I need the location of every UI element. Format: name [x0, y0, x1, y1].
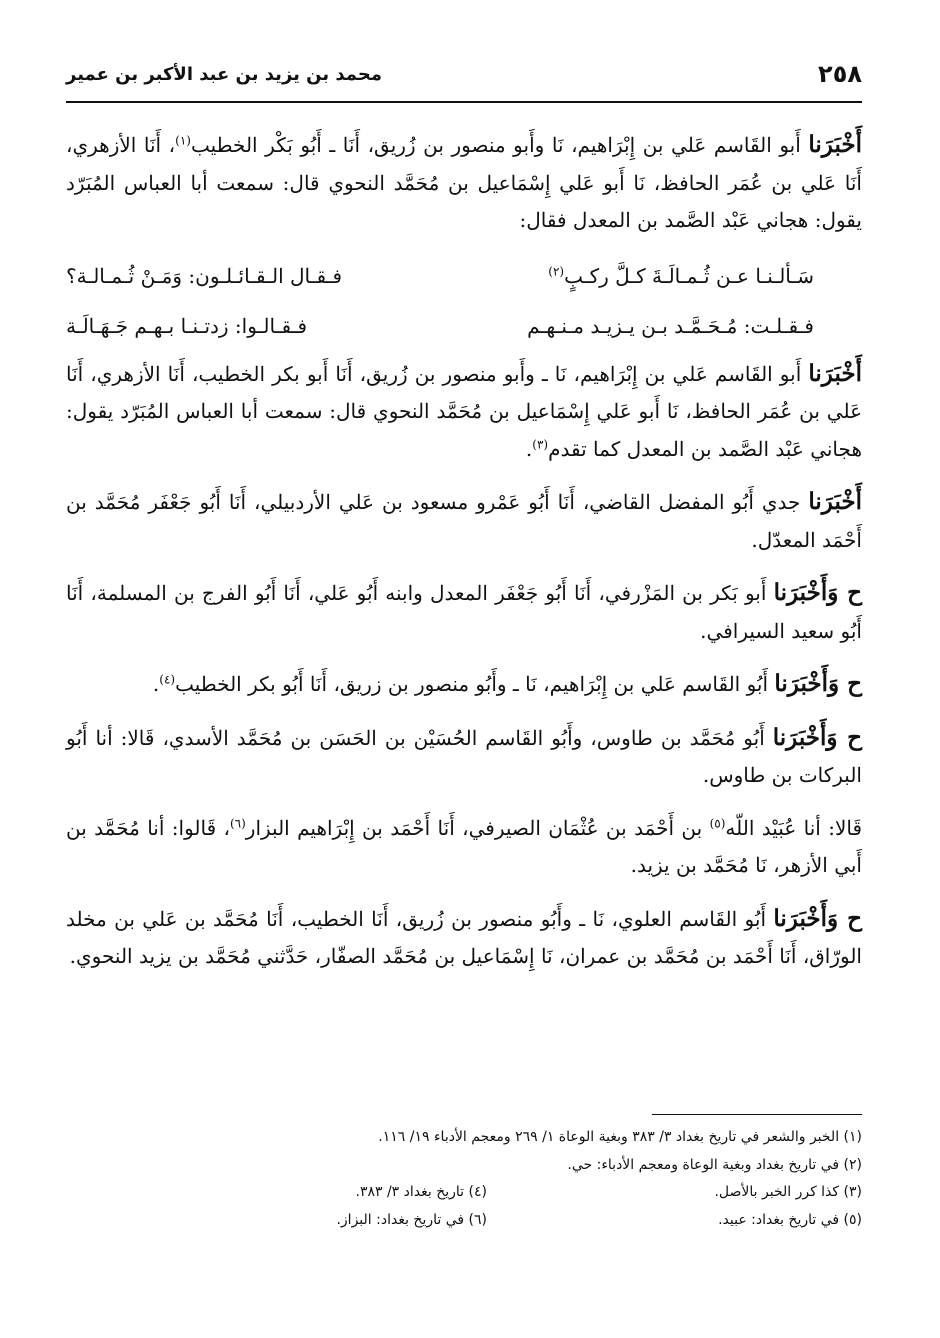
paragraph-8: [66, 900, 862, 976]
chain-keyword: أَخْبَرَنا: [808, 359, 862, 387]
chain-keyword: ح وَأَخْبَرَنا: [774, 670, 862, 697]
paragraph-text: ، أَنَا الأزهري، أَنَا عَلي بن عُمَر الحافظ، نَا أَبو عَلي إِسْمَاعيل بن مُحَمَّد النحوي قال: سمعت أبا العباس المُبَرّد يقول: هجاني عَبْد الصَّمد بن المعدل فقال:: [66, 133, 862, 232]
chain-keyword: أَخْبَرَنا: [808, 131, 863, 158]
verse-line-1: [66, 255, 862, 297]
paragraph-5: [66, 665, 862, 704]
paragraph-text: أَبو القَاسم عَلي بن إِبْرَاهيم، نَا وأَبو منصور بن زُريق، أَنَا ـ أَبُو بَكْر الخطيب: [190, 133, 809, 157]
paragraph-text: بن أَحْمَد بن عُثْمَان الصيرفي، أَنَا أَحْمَد بن إِبْرَاهيم البزار: [245, 815, 710, 840]
chain-keyword: أَخْبَرَنا: [808, 488, 862, 515]
page-number: ٢٥٨: [818, 60, 862, 88]
footnote-ref-2[interactable]: (٢): [548, 263, 565, 278]
footnote-separator: [652, 1114, 862, 1115]
paragraph-text: قَالا: أنا عُبَيْد اللّه: [725, 815, 863, 840]
verse-hemistich-second: فـقـالـوا: زدتـنـا بـهـم جَـهَـالَـة: [66, 313, 308, 338]
running-title: محمد بن يزيد بن عبد الأكبر بن عمير: [66, 64, 382, 85]
verse-hemistich-second: فـقـال الـقـائـلـون: وَمَـنْ ثُـمـالـة؟: [66, 263, 343, 288]
paragraph-text: أَبُو القَاسم عَلي بن إِبْرَاهيم، نَا ـ وأَبُو منصور بن زريق، أَنَا أَبُو بكر الخطيب: [175, 672, 775, 696]
footnote-ref-5[interactable]: (٥): [709, 815, 726, 830]
chain-keyword: ح وَأَخْبَرَنا: [773, 904, 862, 932]
footnote-row: [66, 1207, 862, 1235]
footnote-ref-4[interactable]: (٤): [159, 672, 176, 687]
paragraph-text: أَبُو القَاسم العلوي، نَا ـ وأَبُو منصور بن زُريق، أَنَا الخطيب، أَنَا مُحَمَّد بن عَلي بن مخلد الورّاق، أَنَا أَحْمَد بن مُحَمَّد بن عمران، نَا إِسْمَاعيل بن مُحَمَّد الصفّار، حَدَّثني مُحَمَّد بن يزيد النحوي.: [66, 906, 862, 968]
footnote-6: (٦) في تاريخ بغداد: البزاز.: [336, 1211, 487, 1228]
paragraph-text: .: [152, 672, 160, 696]
verse-hemistich-first: فـقـلـت: مُـحَـمَّـد بـن يـزيـد مـنـهـم: [527, 313, 814, 338]
footnote-3: (٣) كذا كرر الخبر بالأصل.: [714, 1184, 862, 1200]
paragraph-7: [66, 810, 862, 885]
verse-hemistich-first: سَـألـنـا عـن ثُـمـالَـةَ كـلَّ ركـبٍ$^{(٢)}$: [548, 263, 814, 288]
footnotes: [66, 1124, 862, 1234]
footnote-2: (٢) في تاريخ بغداد وبغية الوعاة ومعجم الأدباء: حي.: [567, 1156, 862, 1173]
running-header: [66, 60, 862, 100]
chain-keyword: ح وَأَخْبَرَنا: [773, 579, 862, 606]
footnote-ref-6[interactable]: (٦): [229, 815, 246, 830]
footnote-row: [66, 1179, 862, 1207]
main-text: [66, 126, 862, 991]
footnote-ref-1[interactable]: (١): [175, 133, 191, 148]
chain-keyword: ح وَأَخْبَرَنا: [772, 723, 862, 751]
paragraph-text: أَبو بَكر بن المَزْرفي، أَنَا أَبُو جَعْفَر المعدل وابنه أَبُو عَلي، أَنَا أَبُو الفرج بن المسلمة، أَنَا أَبُو سعيد السيرافي.: [66, 581, 862, 643]
paragraph-text: أَبُو مُحَمَّد بن طاوس، وأَبُو القَاسم الحُسَيْن بن الحَسَن بن مُحَمَّد الأسدي، قَالا: أنا أَبُو البركات بن طاوس.: [66, 725, 862, 787]
paragraph-text: ، قَالوا: أنا مُحَمَّد بن أَبي الأزهر، نَا مُحَمَّد بن يزيد.: [66, 815, 862, 877]
paragraph-text: أَبو القَاسم عَلي بن إِبْرَاهيم، نَا ـ وأَبو منصور بن زُريق، أَنَا أَبو بكر الخطيب، أَنَا الأزهري، أَنَا عَلي بن عُمَر الحافظ، نَا أَبو عَلي إِسْمَاعيل بن مُحَمَّد النحوي قال: سمعت أبا العباس المُبَرّد يقول: هجاني عَبْد الصَّمد بن المعدل كما تقدم: [66, 361, 862, 461]
paragraph-text: .: [525, 436, 533, 461]
footnote-5: (٥) في تاريخ بغداد: عبيد.: [718, 1211, 862, 1228]
paragraph-1: [66, 126, 862, 240]
footnote-ref-3[interactable]: (٣): [532, 436, 549, 451]
paragraph-text: جدي أَبُو المفضل القاضي، أَنَا أَبُو عَمْرو مسعود بن عَلي الأردبيلي، أَنَا أَبُو جَعْفَر مُحَمَّد بن أَحْمَد المعدّل.: [66, 490, 862, 552]
paragraph-2: [66, 355, 862, 469]
header-rule: [66, 101, 862, 103]
footnote-1: (١) الخبر والشعر في تاريخ بغداد ٣/ ٣٨٣ وبغية الوعاة ١/ ٢٦٩ ومعجم الأدباء ١٩/ ١١٦.: [378, 1129, 862, 1145]
footnote-4: (٤) تاريخ بغداد ٣/ ٣٨٣.: [355, 1184, 487, 1200]
verse-line-2: [66, 305, 862, 347]
paragraph-6: [66, 719, 862, 795]
paragraph-3: [66, 483, 862, 559]
paragraph-4: [66, 574, 862, 650]
